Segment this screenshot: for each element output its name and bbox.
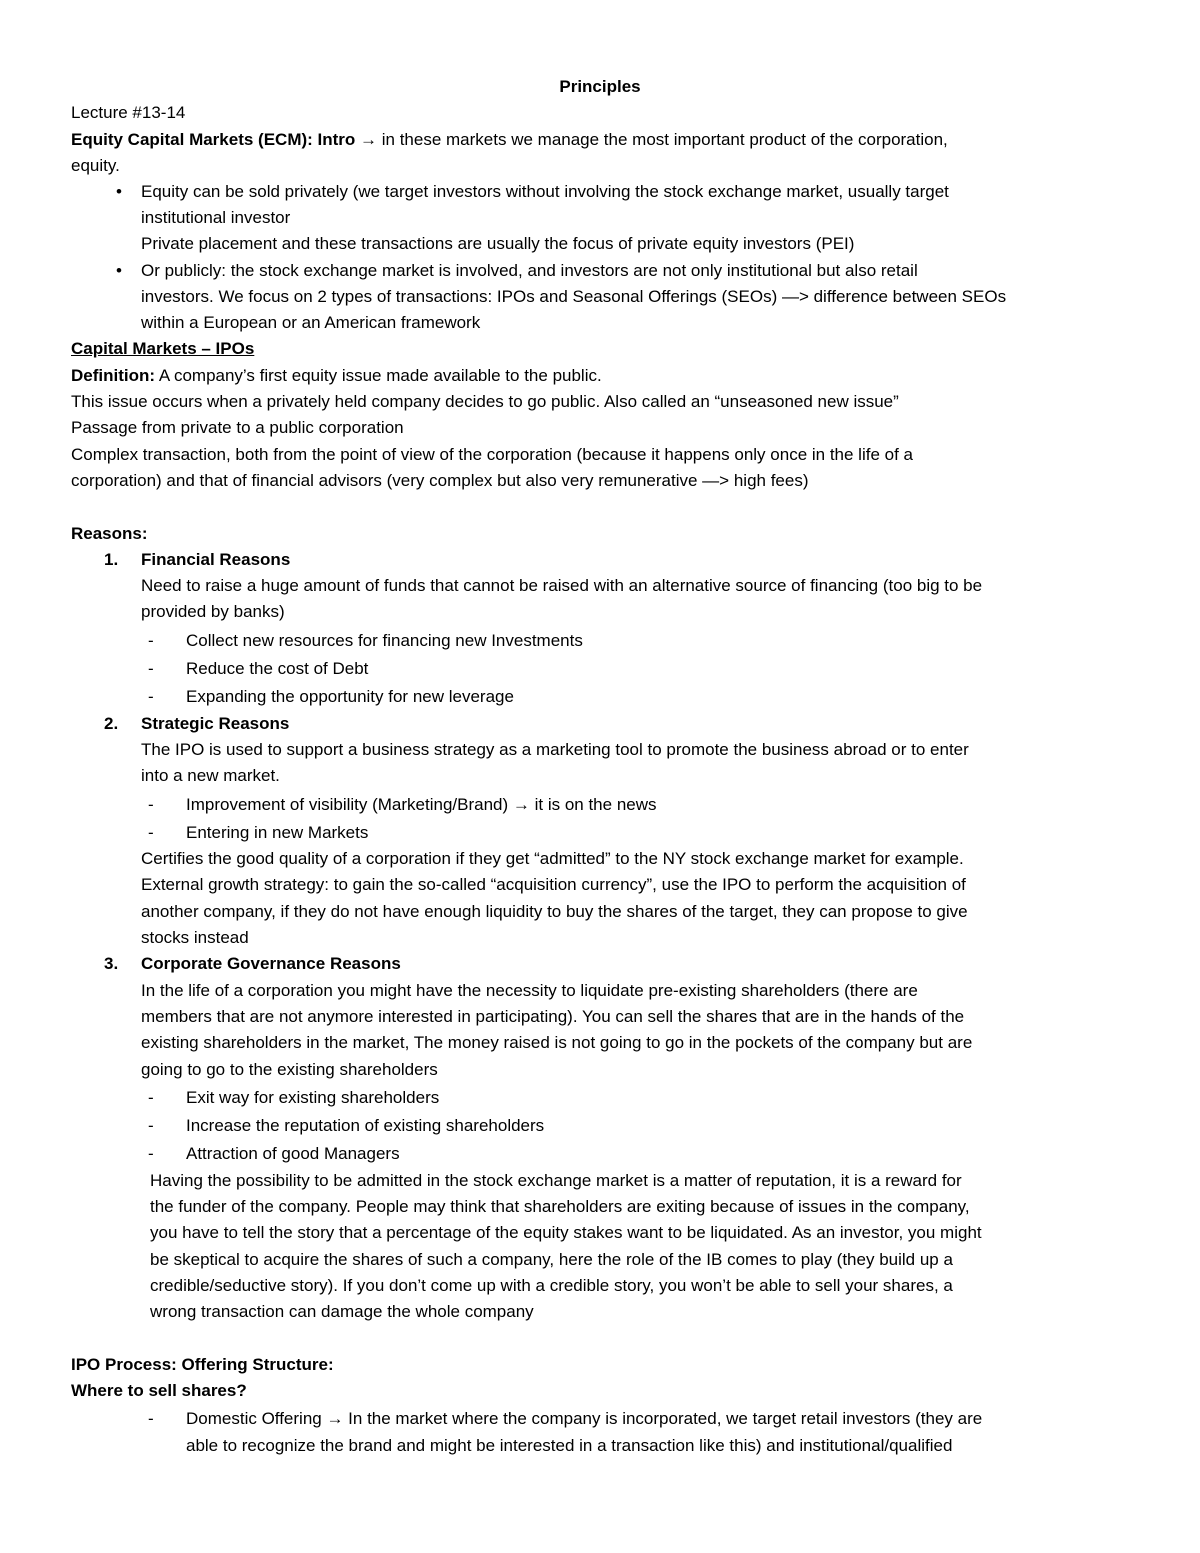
list-item: Entering in new Markets: [186, 823, 369, 842]
dash-marker: -: [148, 631, 154, 650]
bullet-marker: •: [116, 182, 122, 201]
domestic-offering-text: Domestic Offering → In the market where the company is incorporated, we target retail investors (they are: [186, 1409, 983, 1428]
strategic-reasons-text: into a new market.: [141, 766, 280, 785]
list-number: 2.: [104, 714, 119, 733]
financial-reasons-text: provided by banks): [141, 602, 285, 621]
ipo-process-heading: IPO Process: Offering Structure:: [71, 1355, 334, 1374]
dash-marker: -: [148, 659, 154, 678]
financial-reasons-text: Need to raise a huge amount of funds that cannot be raised with an alternative source of financing (too big to be: [141, 576, 983, 595]
list-number: 3.: [104, 954, 119, 973]
ipo-text-line: This issue occurs when a privately held company decides to go public. Also called an “unseasoned new issue”: [71, 392, 899, 411]
dash-marker: -: [148, 823, 154, 842]
dash-marker: -: [148, 1116, 154, 1135]
reasons-heading: Reasons:: [71, 524, 148, 543]
governance-reasons-text: Having the possibility to be admitted in the stock exchange market is a matter of reputation, it is a reward for: [150, 1171, 962, 1190]
strategic-reasons-text: The IPO is used to support a business strategy as a marketing tool to promote the business abroad or to enter: [141, 740, 969, 759]
list-item: Reduce the cost of Debt: [186, 659, 369, 678]
governance-reasons-title: Corporate Governance Reasons: [141, 954, 401, 973]
ecm-text-continued: equity.: [71, 156, 120, 175]
bullet-public-line: investors. We focus on 2 types of transactions: IPOs and Seasonal Offerings (SEOs) —> difference between SEOs: [141, 287, 1007, 306]
governance-reasons-text: existing shareholders in the market, The money raised is not going to go in the pockets of the company but are: [141, 1033, 973, 1052]
strategic-reasons-text: stocks instead: [141, 928, 249, 947]
list-item: Increase the reputation of existing shareholders: [186, 1116, 545, 1135]
governance-reasons-text: In the life of a corporation you might have the necessity to liquidate pre-existing shareholders (there are: [141, 981, 918, 1000]
list-item: Attraction of good Managers: [186, 1144, 400, 1163]
strategic-reasons-text: another company, if they do not have enough liquidity to buy the shares of the target, they can propose to give: [141, 902, 968, 921]
dash-marker: -: [148, 687, 154, 706]
strategic-reasons-title: Strategic Reasons: [141, 714, 290, 733]
definition-label: Definition:: [71, 366, 156, 385]
ipo-text-line: corporation) and that of financial advisors (very complex but also very remunerative —> high fees): [71, 471, 809, 490]
ipo-heading: Capital Markets – IPOs: [71, 339, 255, 358]
governance-reasons-text: going to go to the existing shareholders: [141, 1060, 438, 1079]
bullet-private-line: Equity can be sold privately (we target investors without involving the stock exchange market, usually target: [141, 182, 949, 201]
bullet-public-line: within a European or an American framework: [141, 313, 481, 332]
governance-reasons-text: credible/seductive story). If you don’t come up with a credible story, you won’t be able to sell your shares, a: [150, 1276, 953, 1295]
list-item: Improvement of visibility (Marketing/Brand) → it is on the news: [186, 795, 657, 814]
ipo-text-line: Passage from private to a public corporation: [71, 418, 404, 437]
lecture-number: Lecture #13-14: [71, 103, 186, 122]
bullet-private-line: institutional investor: [141, 208, 291, 227]
ecm-text: in these markets we manage the most important product of the corporation,: [377, 130, 948, 149]
ipo-text-line: Complex transaction, both from the point of view of the corporation (because it happens only once in the life of a: [71, 445, 913, 464]
ipo-definition: [71, 365, 602, 387]
domestic-offering-text: able to recognize the brand and might be interested in a transaction like this) and institutional/qualified: [186, 1436, 953, 1455]
definition-text: A company’s first equity issue made available to the public.: [155, 366, 602, 385]
list-number: 1.: [104, 550, 119, 569]
strategic-reasons-text: External growth strategy: to gain the so-called “acquisition currency”, use the IPO to perform the acquisition of: [141, 875, 966, 894]
dash-marker: -: [148, 1409, 154, 1428]
governance-reasons-text: the funder of the company. People may think that shareholders are exiting because of issues in the company,: [150, 1197, 970, 1216]
dash-marker: -: [148, 795, 154, 814]
financial-reasons-title: Financial Reasons: [141, 550, 291, 569]
list-item: Collect new resources for financing new Investments: [186, 631, 583, 650]
governance-reasons-text: be skeptical to acquire the shares of such a company, here the role of the IB comes to play (they build up a: [150, 1250, 953, 1269]
dash-marker: -: [148, 1144, 154, 1163]
document-title: Principles: [559, 77, 641, 96]
governance-reasons-text: wrong transaction can damage the whole company: [150, 1302, 534, 1321]
governance-reasons-text: members that are not anymore interested in participating). You can sell the shares that are in the hands of the: [141, 1007, 965, 1026]
list-item: Expanding the opportunity for new leverage: [186, 687, 514, 706]
dash-marker: -: [148, 1088, 154, 1107]
bullet-public-line: Or publicly: the stock exchange market is involved, and investors are not only institutional but also retail: [141, 261, 918, 280]
strategic-reasons-text: Certifies the good quality of a corporation if they get “admitted” to the NY stock exchange market for example.: [141, 849, 964, 868]
where-to-sell-heading: Where to sell shares?: [71, 1381, 247, 1400]
ecm-heading: Equity Capital Markets (ECM): Intro →: [71, 130, 378, 149]
list-item: Exit way for existing shareholders: [186, 1088, 440, 1107]
bullet-private-line: Private placement and these transactions are usually the focus of private equity investors (PEI): [141, 234, 855, 253]
bullet-marker: •: [116, 261, 122, 280]
governance-reasons-text: you have to tell the story that a percentage of the equity stakes want to be liquidated. As an investor, you might: [150, 1223, 982, 1242]
ecm-intro: [71, 129, 948, 151]
